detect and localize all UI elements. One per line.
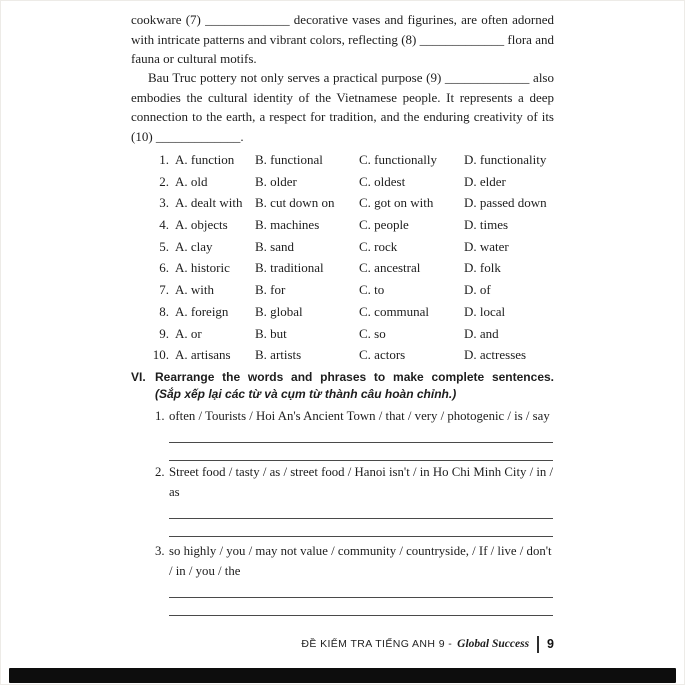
option-a: A. function bbox=[175, 152, 235, 167]
answer-area bbox=[169, 581, 553, 616]
rearrange-item-1 bbox=[131, 406, 554, 461]
option-d: D. times bbox=[464, 217, 509, 233]
option-d: D. local bbox=[464, 303, 506, 319]
section-titles bbox=[155, 369, 554, 402]
footer-divider bbox=[537, 636, 539, 653]
option-a: A. artisans bbox=[175, 347, 231, 363]
mcq-row-10 bbox=[131, 344, 554, 366]
item-number: 1. bbox=[155, 409, 165, 423]
item-number: 2. bbox=[155, 465, 165, 479]
item-body bbox=[169, 406, 554, 461]
option-a: A. clay bbox=[175, 238, 213, 254]
option-b: B. but bbox=[255, 325, 287, 341]
answer-area bbox=[169, 502, 553, 537]
question-number: 7. bbox=[159, 282, 169, 298]
section-title-vietnamese: (Sắp xếp lại các từ và cụm từ thành câu hoàn chỉnh.) bbox=[155, 386, 457, 401]
option-c: C. so bbox=[359, 325, 386, 341]
option-b: B. traditional bbox=[255, 260, 324, 276]
option-d: D. elder bbox=[464, 173, 506, 189]
mcq-row-6 bbox=[131, 257, 554, 279]
option-d: D. functionality bbox=[464, 152, 547, 167]
option-b: B. machines bbox=[255, 217, 320, 233]
item-body bbox=[169, 462, 554, 537]
item-prompt: Street food / tasty / as / street food / Hanoi isn't / in Ho Chi Minh City / in / as bbox=[169, 465, 554, 499]
answer-blank-line bbox=[169, 443, 553, 461]
option-c: C. communal bbox=[359, 303, 430, 319]
option-b: B. cut down on bbox=[255, 195, 335, 211]
question-number: 6. bbox=[159, 260, 169, 276]
option-d: D. of bbox=[464, 282, 491, 298]
page-number: 9 bbox=[547, 637, 554, 651]
option-a: A. with bbox=[175, 282, 214, 298]
option-c: C. people bbox=[359, 217, 409, 233]
question-number: 2. bbox=[159, 173, 169, 189]
scan-bottom-edge bbox=[9, 668, 676, 683]
item-prompt: so highly / you / may not value / community / countryside, / If / live / don't / in / you / the bbox=[169, 544, 552, 578]
answer-area bbox=[169, 426, 553, 461]
option-c: C. to bbox=[359, 282, 385, 298]
question-number: 10. bbox=[152, 347, 169, 363]
option-d: D. passed down bbox=[464, 195, 547, 211]
option-b: B. older bbox=[255, 173, 297, 189]
answer-blank-line bbox=[169, 581, 553, 598]
rearrange-item-2 bbox=[131, 462, 554, 537]
section-number: VI. bbox=[131, 370, 146, 384]
answer-blank-line bbox=[169, 519, 553, 537]
option-d: D. folk bbox=[464, 260, 501, 276]
mcq-row-2 bbox=[131, 171, 554, 193]
option-b: B. artists bbox=[255, 347, 302, 363]
mcq-row-9 bbox=[131, 323, 554, 345]
page-footer bbox=[131, 634, 554, 654]
item-prompt: often / Tourists / Hoi An's Ancient Town / that / very / photogenic / is / say bbox=[169, 409, 550, 423]
option-c: C. rock bbox=[359, 238, 398, 254]
option-c: C. ancestral bbox=[359, 260, 421, 276]
passage-paragraph-2: Bau Truc pottery not only serves a practical purpose (9) _____________ also embodies the cultural identity of the Vietnamese people. It represents a deep connection to the earth, a respect for tradition, and the enduring creativity of its (10) _____________. bbox=[131, 70, 554, 144]
mcq-row-5 bbox=[131, 236, 554, 258]
option-c: C. got on with bbox=[359, 195, 434, 211]
option-a: A. or bbox=[175, 325, 202, 341]
option-d: D. actresses bbox=[464, 347, 527, 363]
option-d: D. and bbox=[464, 325, 499, 341]
mcq-row-7 bbox=[131, 279, 554, 301]
item-number: 3. bbox=[155, 544, 165, 558]
option-c: C. functionally bbox=[359, 152, 437, 167]
mcq-row-1 bbox=[131, 149, 554, 171]
question-number: 1. bbox=[159, 152, 169, 167]
section-title-english: Rearrange the words and phrases to make complete sentences. bbox=[155, 370, 554, 384]
option-a: A. objects bbox=[175, 217, 228, 233]
option-d: D. water bbox=[464, 238, 509, 254]
mcq-row-4 bbox=[131, 214, 554, 236]
option-b: B. sand bbox=[255, 238, 294, 254]
question-number: 3. bbox=[159, 195, 169, 211]
answer-blank-line bbox=[169, 598, 553, 616]
option-b: B. for bbox=[255, 282, 286, 298]
section-vi-heading bbox=[131, 369, 554, 402]
option-a: A. foreign bbox=[175, 303, 229, 319]
option-b: B. global bbox=[255, 303, 303, 319]
question-number: 4. bbox=[159, 217, 169, 233]
passage-paragraph-1: cookware (7) _____________ decorative vases and figurines, are often adorned with intricate patterns and vibrant colors, reflecting (8) _____________ flora and fauna or cultural motifs. bbox=[131, 12, 554, 66]
multiple-choice-grid bbox=[131, 149, 554, 366]
option-a: A. dealt with bbox=[175, 195, 243, 211]
book-title: ĐỀ KIỂM TRA TIẾNG ANH 9 - bbox=[301, 638, 453, 650]
option-c: C. actors bbox=[359, 347, 406, 363]
item-body bbox=[169, 541, 554, 616]
book-brand: Global Success bbox=[457, 638, 530, 650]
option-a: A. historic bbox=[175, 260, 230, 276]
mcq-row-8 bbox=[131, 301, 554, 323]
answer-blank-line bbox=[169, 426, 553, 443]
question-number: 8. bbox=[159, 303, 169, 319]
option-c: C. oldest bbox=[359, 173, 406, 189]
rearrange-item-3 bbox=[131, 541, 554, 616]
question-number: 5. bbox=[159, 238, 169, 254]
mcq-row-3 bbox=[131, 192, 554, 214]
answer-blank-line bbox=[169, 502, 553, 519]
option-b: B. functional bbox=[255, 152, 323, 167]
question-number: 9. bbox=[159, 325, 169, 341]
option-a: A. old bbox=[175, 173, 208, 189]
